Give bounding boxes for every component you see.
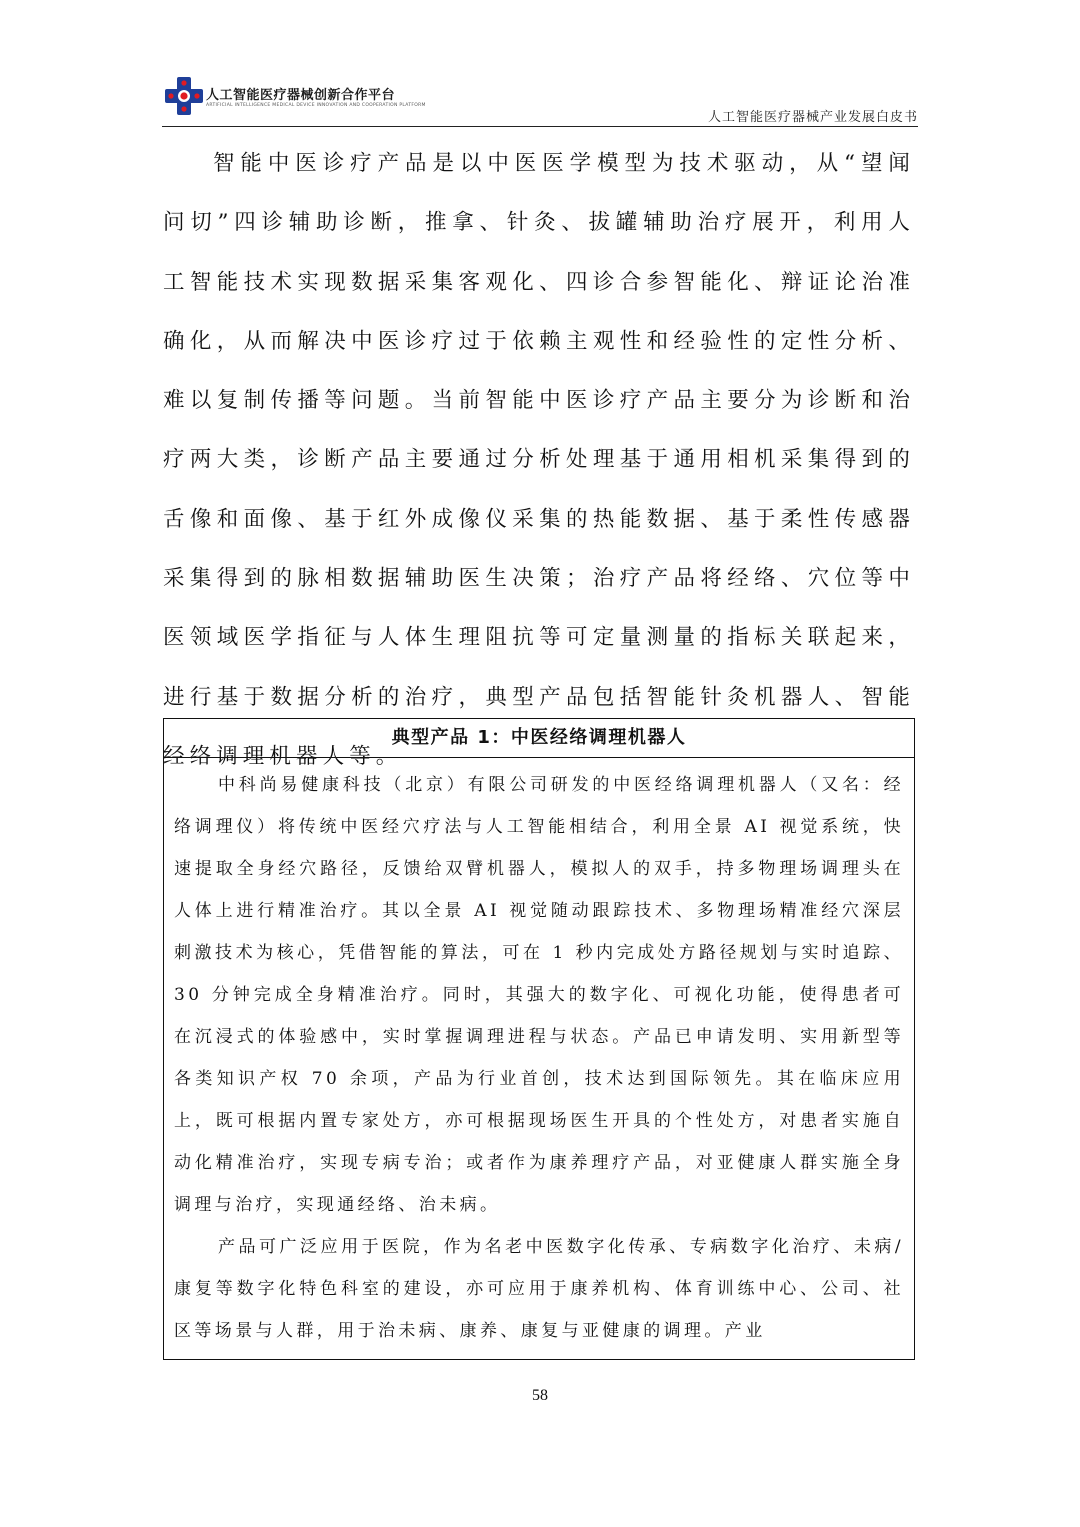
page-header — [162, 70, 918, 128]
case-box — [163, 718, 915, 1360]
case-content — [164, 758, 914, 1352]
platform-name-english: ARTIFICIAL INTELLIGENCE MEDICAL DEVICE INNOVATION AND COOPERATION PLATFORM — [206, 103, 426, 108]
header-divider — [162, 126, 918, 127]
body-paragraph: 智能中医诊疗产品是以中医医学模型为技术驱动，从“望闻问切”四诊辅助诊断，推拿、针灸、拔罐辅助治疗展开，利用人工智能技术实现数据采集客观化、四诊合参智能化、辩证论治准确化，从而解决中医诊疗过于依赖主观性和经验性的定性分析、难以复制传播等问题。当前智能中医诊疗产品主要分为诊断和治疗两大类，诊断产品主要通过分析处理基于通用相机采集得到的舌像和面像、基于红外成像仪采集的热能数据、基于柔性传感器采集得到的脉相数据辅助医生决策；治疗产品将经络、穴位等中医领域医学指征与人体生理阻抗等可定量测量的指标关联起来，进行基于数据分析的治疗，典型产品包括智能针灸机器人、智能经络调理机器人等。 — [163, 151, 915, 769]
page-number: 58 — [532, 1387, 548, 1404]
document-title: 人工智能医疗器械产业发展白皮书 — [707, 110, 918, 125]
case-paragraph: 中科尚易健康科技（北京）有限公司研发的中医经络调理机器人（又名：经络调理仪）将传统中医经穴疗法与人工智能相结合，利用全景 AI 视觉系统，快速提取全身经穴路径，反馈给双臂机器人，模拟人的双手，持多物理场调理头在人体上进行精准治疗。其以全景 AI 视觉随动跟踪技术、多物理场精准经穴深层刺激技术为核心，凭借智能的算法，可在 1 秒内完成处方路径规划与实时追踪、30 分钟完成全身精准治疗。同时，其强大的数字化、可视化功能，使得患者可在沉浸式的体验感中，实时掌握调理进程与状态。产品已申请发明、实用新型等各类知识产权 70 余项，产品为行业首创，技术达到国际领先。其在临床应用上，既可根据内置专家处方，亦可根据现场医生开具的个性处方，对患者实施自动化精准治疗，实现专病专治；或者作为康养理疗产品，对亚健康人群实施全身调理与治疗，实现通经络、治未病。 — [174, 775, 904, 1215]
platform-cross-logo-icon — [162, 74, 206, 118]
case-paragraph: 产品可广泛应用于医院，作为名老中医数字化传承、专病数字化治疗、未病/康复等数字化特色科室的建设，亦可应用于康养机构、体育训练中心、公司、社区等场景与人群，用于治未病、康养、康复与亚健康的调理。产业 — [174, 1237, 904, 1341]
case-title: 典型产品 1：中医经络调理机器人 — [164, 719, 914, 758]
platform-name: 人工智能医疗器械创新合作平台 — [206, 88, 396, 103]
